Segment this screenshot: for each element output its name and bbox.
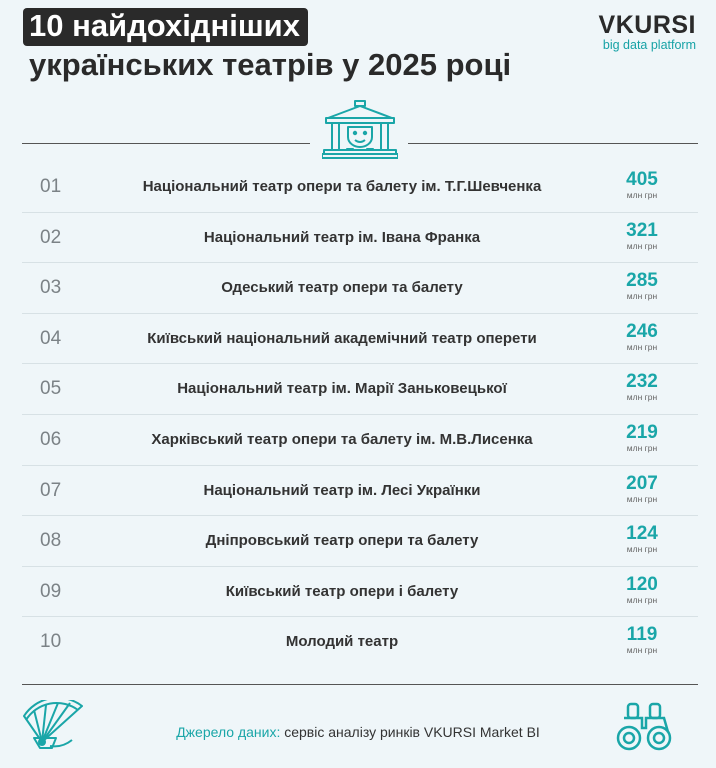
revenue-number: 405 xyxy=(626,169,658,190)
revenue-value xyxy=(612,221,672,251)
theatre-name: Одеський театр опери та балету xyxy=(221,279,463,297)
title-line-1: 10 найдохідніших xyxy=(23,8,308,46)
revenue-number: 219 xyxy=(626,421,658,443)
table-row xyxy=(22,314,698,365)
ranking-table xyxy=(22,162,698,668)
revenue-number: 246 xyxy=(626,320,658,342)
binoculars-icon xyxy=(614,700,676,752)
theatre-name: Київський театр опери і балету xyxy=(225,582,459,600)
theatre-name: Молодий театр xyxy=(285,633,399,651)
table-row xyxy=(22,567,698,618)
revenue-unit: млн грн xyxy=(626,190,658,200)
brand-logo xyxy=(599,12,696,53)
theatre-name: Національний театр ім. Лесі Українки xyxy=(203,481,481,499)
table-row xyxy=(22,162,698,213)
revenue-unit: млн грн xyxy=(626,291,658,302)
revenue-number: 207 xyxy=(626,472,658,494)
revenue-value xyxy=(612,271,672,301)
revenue-value xyxy=(612,524,672,554)
table-row xyxy=(22,213,698,264)
rank-number: 07 xyxy=(40,479,62,501)
theatre-name: Національний театр опери та балету ім. Т.Г.Шевченка xyxy=(142,178,542,195)
revenue-unit: млн грн xyxy=(626,442,658,453)
revenue-number: 232 xyxy=(626,371,658,393)
revenue-value xyxy=(612,322,672,352)
header-divider-left xyxy=(22,143,310,144)
revenue-value xyxy=(612,625,672,655)
theatre-building-icon xyxy=(322,100,398,160)
brand-tagline: big data platform xyxy=(602,38,696,52)
revenue-value xyxy=(612,372,672,402)
header-divider-right xyxy=(408,143,698,144)
revenue-unit: млн грн xyxy=(626,544,658,555)
rank-number: 09 xyxy=(40,580,62,602)
theatre-name: Національний театр ім. Марії Заньковецької xyxy=(177,380,507,398)
table-row xyxy=(22,466,698,517)
revenue-value xyxy=(612,423,672,453)
revenue-number: 321 xyxy=(626,219,658,241)
revenue-unit: млн грн xyxy=(626,645,658,656)
theatre-name: Дніпровський театр опери та балету xyxy=(205,532,479,550)
table-row xyxy=(22,364,698,415)
rank-number: 04 xyxy=(40,327,62,349)
revenue-value xyxy=(612,170,672,200)
revenue-unit: млн грн xyxy=(626,240,658,251)
revenue-value xyxy=(612,474,672,504)
source-text: сервіс аналізу ринків VKURSI Market BI xyxy=(280,724,540,740)
page-title xyxy=(23,8,511,82)
revenue-value xyxy=(612,575,672,605)
revenue-number: 124 xyxy=(626,523,658,545)
revenue-unit: млн грн xyxy=(626,493,658,504)
rank-number: 08 xyxy=(40,530,62,552)
table-row xyxy=(22,415,698,466)
data-source xyxy=(0,724,716,740)
theatre-name: Національний театр ім. Івана Франка xyxy=(203,228,481,246)
table-row xyxy=(22,263,698,314)
footer-divider xyxy=(22,684,698,685)
revenue-unit: млн грн xyxy=(626,392,658,403)
revenue-number: 285 xyxy=(626,270,658,292)
theatre-name: Київський національний академічний театр оперети xyxy=(147,329,537,347)
table-row xyxy=(22,516,698,567)
brand-name: VKURSI xyxy=(598,11,696,39)
revenue-number: 119 xyxy=(626,624,658,646)
rank-number: 05 xyxy=(40,378,62,400)
source-label: Джерело даних: xyxy=(176,724,281,740)
theatre-name: Харківський театр опери та балету ім. М.В.Лисенка xyxy=(151,430,533,448)
revenue-number: 120 xyxy=(626,573,658,595)
rank-number: 10 xyxy=(40,631,62,653)
title-line-2: українських театрів у 2025 році xyxy=(29,47,512,82)
rank-number: 02 xyxy=(40,226,62,248)
table-row xyxy=(22,617,698,668)
rank-number: 06 xyxy=(40,428,62,450)
revenue-unit: млн грн xyxy=(626,594,658,605)
rank-number: 03 xyxy=(40,277,62,299)
revenue-unit: млн грн xyxy=(626,341,658,352)
rank-number: 01 xyxy=(40,176,62,197)
